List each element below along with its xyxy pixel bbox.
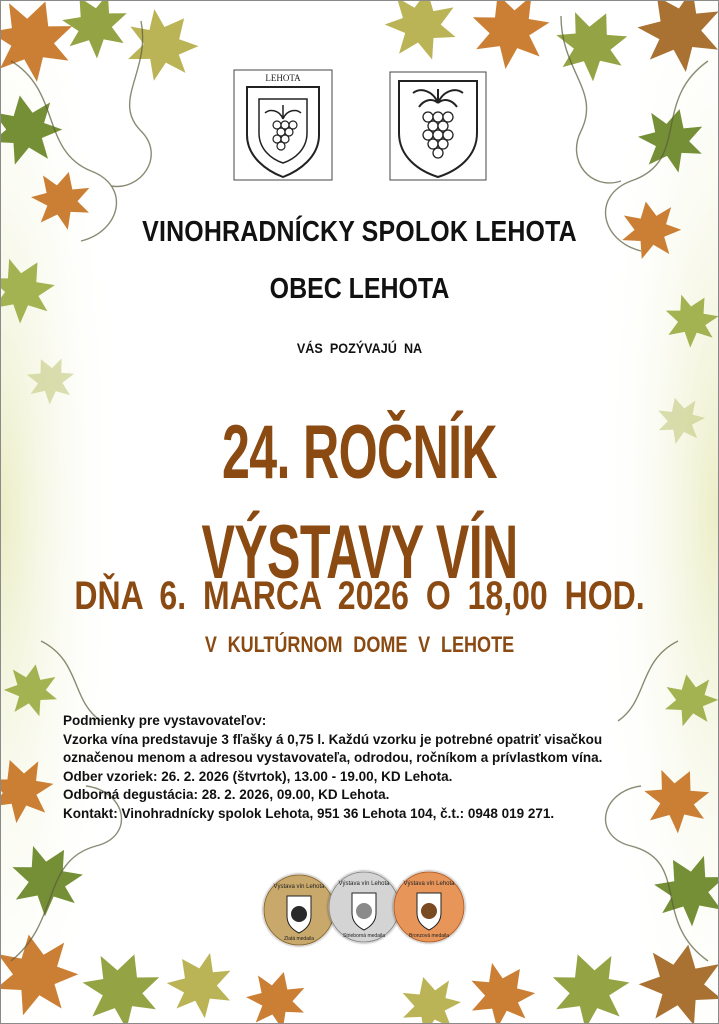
sample-rule-line-2: označenou menom a adresou vystavovateľa, odrodou, ročníkom a prívlastkom vína. <box>63 750 603 766</box>
gold-medal <box>263 874 335 946</box>
sample-rule-line-1: Vzorka vína predstavuje 3 fľašky á 0,75 l. Každú vzorku je potrebné opatriť visačkou <box>63 731 603 747</box>
svg-text:Výstava vín Lehota: Výstava vín Lehota <box>403 881 455 887</box>
contact-info: Kontakt: Vinohradnícky spolok Lehota, 951 36 Lehota 104, č.t.: 0948 019 271. <box>63 805 555 821</box>
event-place: V KULTÚRNOM DOME V LEHOTE <box>204 632 515 657</box>
svg-text:Výstava vín Lehota: Výstava vín Lehota <box>273 884 325 890</box>
organizer-village: OBEC LEHOTA <box>269 273 450 305</box>
village-coat-of-arms <box>389 71 487 181</box>
vineyard-society-crest <box>233 69 333 181</box>
invite-text: VÁS POZÝVAJÚ NA <box>296 340 423 356</box>
svg-text:Zlatá medaila: Zlatá medaila <box>283 936 315 942</box>
silver-medal <box>328 871 400 943</box>
svg-text:Výstava vín Lehota: Výstava vín Lehota <box>338 881 390 887</box>
svg-text:Bronzová medaila: Bronzová medaila <box>408 933 450 939</box>
svg-text:LEHOTA: LEHOTA <box>265 73 301 83</box>
organizer-society: VINOHRADNÍCKY SPOLOK LEHOTA <box>142 216 577 248</box>
svg-text:Strieborná medaila: Strieborná medaila <box>343 933 385 939</box>
event-title: 24. ROČNÍK VÝSTAVY VÍN <box>201 410 518 595</box>
event-date-time: DŇA 6. MARCA 2026 O 18,00 HOD. <box>74 574 645 618</box>
conditions-heading: Podmienky pre vystavovateľov: <box>63 713 267 728</box>
expert-tasting: Odborná degustácia: 28. 2. 2026, 09.00, KD Lehota. <box>63 787 390 803</box>
exhibitor-conditions <box>63 712 663 824</box>
bronze-medal <box>393 871 465 943</box>
sample-collection: Odber vzoriek: 26. 2. 2026 (štvrtok), 13.00 - 19.00, KD Lehota. <box>63 768 453 784</box>
